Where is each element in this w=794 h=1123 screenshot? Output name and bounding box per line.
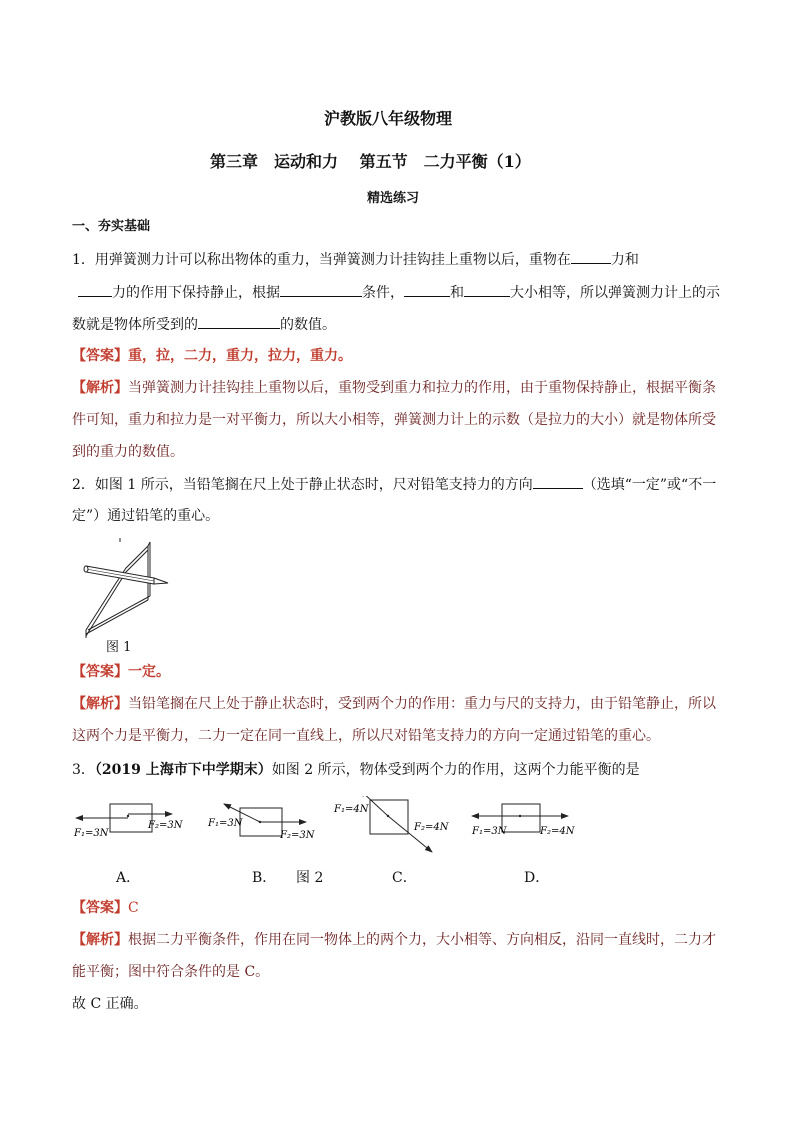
- q2-answer: [72, 662, 170, 682]
- analysis-tag: 【解析】: [72, 932, 128, 948]
- q1-text: 的数值。: [280, 317, 336, 333]
- figure-2-caption: 图 2: [296, 870, 324, 886]
- option-d-f2: F₂=4N: [540, 826, 575, 837]
- q3-answer: [72, 898, 139, 918]
- ruler-shape: [86, 546, 148, 636]
- q1-text: 和: [450, 285, 464, 301]
- q1-text: 力的作用下保持静止，根据: [112, 285, 280, 301]
- option-d-label: D．: [524, 870, 550, 886]
- analysis-tag: 【解析】: [72, 380, 128, 396]
- q1-analysis-3: 到的重力的数值。: [72, 444, 184, 460]
- option-a-f2: F₂=3N: [148, 820, 183, 831]
- q2-text: （选填“一定”或“不一: [582, 477, 717, 493]
- figure-2-force-diagrams: [70, 796, 590, 856]
- q1-line-2: [78, 282, 720, 303]
- option-d-f1: F₁=3N: [472, 826, 507, 837]
- q2-line-1: [72, 474, 716, 495]
- option-b-label: B．: [252, 870, 277, 886]
- option-b-f1: F₁=3N: [208, 818, 243, 829]
- q3-stem: [72, 760, 640, 780]
- part-heading: 一、夯实基础: [72, 219, 151, 234]
- pencil-tip: [154, 578, 168, 584]
- option-b-diagram: [207, 804, 316, 841]
- q1-text: 大小相等，所以弹簧测力计上的示: [510, 285, 720, 301]
- q3-text: 如图 2 所示，物体受到两个力的作用，这两个力能平衡的是: [271, 762, 640, 778]
- option-c-f2: F₂=4N: [414, 822, 449, 833]
- q1-line-1: [72, 249, 639, 270]
- option-a-label: A．: [116, 870, 141, 886]
- q1-blank-4: [404, 282, 450, 297]
- q1-blank-6: [198, 314, 280, 329]
- q1-text: 条件，: [362, 285, 404, 301]
- q3-conclusion: 故 C 正确。: [72, 996, 148, 1012]
- option-d-diagram: [471, 804, 576, 837]
- q3-number: 3．: [72, 762, 95, 778]
- chapter-title: 第三章 运动和力 第五节 二力平衡（1）: [210, 152, 531, 171]
- q2-line-2: 定”）通过铅笔的重心。: [72, 508, 220, 524]
- analysis-text: 根据二力平衡条件，作用在同一物体上的两个力，大小相等、方向相反，沿同一直线时，二力才: [128, 932, 716, 948]
- option-c-f1: F₁=4N: [334, 804, 369, 815]
- answer-tag: 【答案】: [72, 664, 128, 680]
- q2-analysis-1: [72, 694, 716, 714]
- option-c-diagram: [333, 796, 450, 852]
- q1-analysis-2: 件可知，重力和拉力是一对平衡力，所以大小相等，弹簧测力计上的示数（是拉力的大小）就是物体所受: [72, 412, 716, 428]
- q1-text: 1．用弹簧测力计可以称出物体的重力，当弹簧测力计挂钩挂上重物以后，重物在: [72, 252, 571, 268]
- figure-1-caption: 图 1: [106, 640, 132, 655]
- q1-analysis-1: [72, 378, 716, 398]
- answer-text: 一定。: [128, 664, 170, 680]
- analysis-tag: 【解析】: [72, 696, 128, 712]
- option-b-f2: F₂=3N: [280, 830, 315, 841]
- option-a-f1: F₁=3N: [74, 828, 109, 839]
- q3-analysis-1: [72, 930, 716, 950]
- option-c-label: C．: [392, 870, 417, 886]
- q3-analysis-2: 能平衡；图中符合条件的是 C。: [72, 964, 270, 980]
- q1-blank-3: [280, 282, 362, 297]
- answer-tag: 【答案】: [72, 900, 128, 916]
- q1-text: 力和: [610, 252, 639, 268]
- q1-line-3: [72, 314, 336, 335]
- analysis-text: 当铅笔搁在尺上处于静止状态时，受到两个力的作用：重力与尺的支持力，由于铅笔静止，所以: [128, 696, 716, 712]
- q1-blank-1: [571, 249, 611, 264]
- q2-blank: [533, 474, 583, 489]
- q3-source: （2019 上海市下中学期末）: [94, 762, 272, 778]
- option-a-diagram: [73, 804, 184, 839]
- q1-answer: [72, 346, 352, 366]
- answer-text: 重，拉，二力，重力，拉力，重力。: [128, 348, 352, 364]
- q1-blank-2: [78, 282, 112, 297]
- answer-tag: 【答案】: [72, 348, 128, 364]
- q2-analysis-2: 这两个力是平衡力，二力一定在同一直线上，所以尺对铅笔支持力的方向一定通过铅笔的重心。: [72, 728, 660, 744]
- q2-text: 2．如图 1 所示，当铅笔搁在尺上处于静止状态时，尺对铅笔支持力的方向: [72, 477, 533, 493]
- q1-text: 数就是物体所受到的: [72, 317, 198, 333]
- answer-text: C: [128, 900, 139, 916]
- document-title: 沪教版八年级物理: [324, 109, 453, 128]
- analysis-text: 当弹簧测力计挂钩挂上重物以后，重物受到重力和拉力的作用，由于重物保持静止，根据平衡条: [128, 380, 716, 396]
- section-label: 精选练习: [367, 191, 420, 206]
- q1-blank-5: [464, 282, 510, 297]
